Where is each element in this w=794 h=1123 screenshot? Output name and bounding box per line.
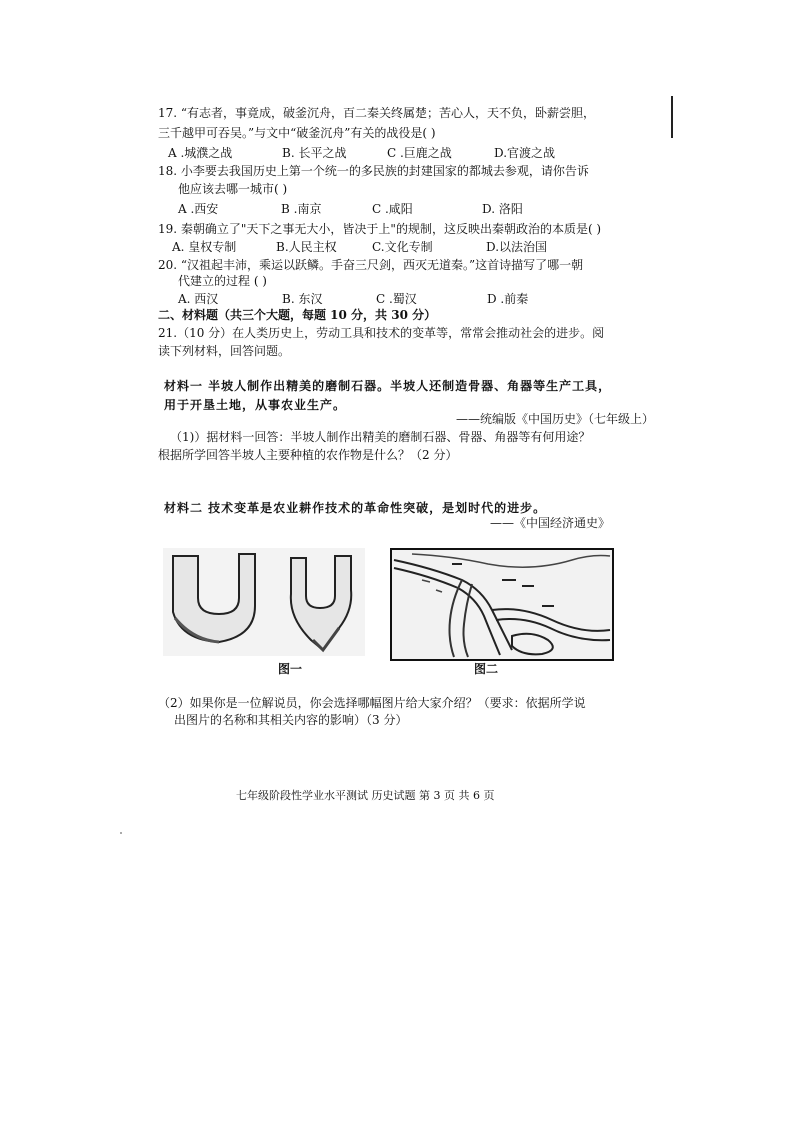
- sub-question-1-line1: （1)）据材料一回答：半坡人制作出精美的磨制石器、骨器、角器等有何用途？: [170, 430, 591, 444]
- figure-1-caption: 图一: [278, 662, 303, 676]
- q18-stem-line1: 18. 小李要去我国历史上第一个统一的多民族的封建国家的都城去参观，请你告诉: [158, 164, 589, 178]
- q20-option-b: B. 东汉: [282, 292, 323, 306]
- figure-2-caption: 图二: [474, 662, 499, 676]
- q19-option-b: B.人民主权: [276, 240, 337, 254]
- material-2-line1: 材料二 技术变革是农业耕作技术的革命性突破，是划时代的进步。: [164, 501, 547, 515]
- q18-option-c: C .咸阳: [372, 202, 413, 216]
- q21-stem-line2: 读下列材料，回答问题。: [158, 344, 291, 358]
- section-2-heading: 二、材料题（共三个大题，每题 10 分，共 30 分）: [158, 308, 437, 322]
- stone-tools-illustration: [163, 548, 365, 656]
- q17-option-a: A .城濮之战: [168, 146, 233, 160]
- q20-stem-line1: 20. “汉祖起丰沛，乘运以跃鳞。手奋三尺剑，西灭无道秦。”这首诗描写了哪一朝: [158, 258, 584, 272]
- q19-stem: 19. 秦朝确立了"天下之事无大小，皆决于上"的规制，这反映出秦朝政治的本质是( ): [158, 222, 602, 236]
- q19-option-d: D.以法治国: [486, 240, 548, 254]
- scan-speck: [120, 832, 122, 834]
- q17-option-b: B. 长平之战: [282, 146, 347, 160]
- figure-2-image: [390, 548, 614, 661]
- material-1-line1: 材料一 半坡人制作出精美的磨制石器。半坡人还制造骨器、角器等生产工具，: [164, 379, 612, 393]
- q17-stem-line1: 17. “有志者，事竟成，破釜沉舟，百二秦关终属楚；苦心人，天不负，卧薪尝胆，: [158, 106, 596, 120]
- q17-stem-line2: 三千越甲可吞吴。”与文中“破釜沉舟”有关的战役是( ): [158, 126, 436, 140]
- q19-option-c: C.文化专制: [372, 240, 433, 254]
- sub-question-2-line2: 出图片的名称和其相关内容的影响）（3 分）: [174, 713, 408, 727]
- q17-option-d: D.官渡之战: [494, 146, 556, 160]
- sub-question-1-line2: 根据所学回答半坡人主要种植的农作物是什么？（2 分）: [158, 448, 458, 462]
- material-1-source: ——统编版《中国历史》（七年级上）: [456, 412, 655, 426]
- q19-option-a: A. 皇权专制: [172, 240, 237, 254]
- q18-option-a: A .西安: [178, 202, 219, 216]
- page-footer: 七年级阶段性学业水平测试 历史试题 第 3 页 共 6 页: [236, 789, 495, 802]
- q20-stem-line2: 代建立的过程 ( ): [178, 274, 267, 288]
- irrigation-map-illustration: [392, 550, 612, 659]
- margin-rule: [671, 96, 673, 138]
- q20-option-a: A. 西汉: [178, 292, 219, 306]
- q18-stem-line2: 他应该去哪一城市( ): [178, 182, 288, 196]
- q18-option-b: B .南京: [281, 202, 322, 216]
- q20-option-c: C .蜀汉: [376, 292, 417, 306]
- q21-stem-line1: 21.（10 分）在人类历史上，劳动工具和技术的变革等，常常会推动社会的进步。阅: [158, 326, 605, 340]
- figure-1-image: [163, 548, 365, 656]
- material-1-line2: 用于开垦土地，从事农业生产。: [164, 398, 347, 412]
- q20-option-d: D .前秦: [487, 292, 529, 306]
- q17-option-c: C .巨鹿之战: [387, 146, 452, 160]
- q18-option-d: D. 洛阳: [482, 202, 523, 216]
- material-2-source: ——《中国经济通史》: [490, 516, 611, 530]
- sub-question-2-line1: （2）如果你是一位解说员，你会选择哪幅图片给大家介绍？（要求：依据所学说: [158, 696, 586, 710]
